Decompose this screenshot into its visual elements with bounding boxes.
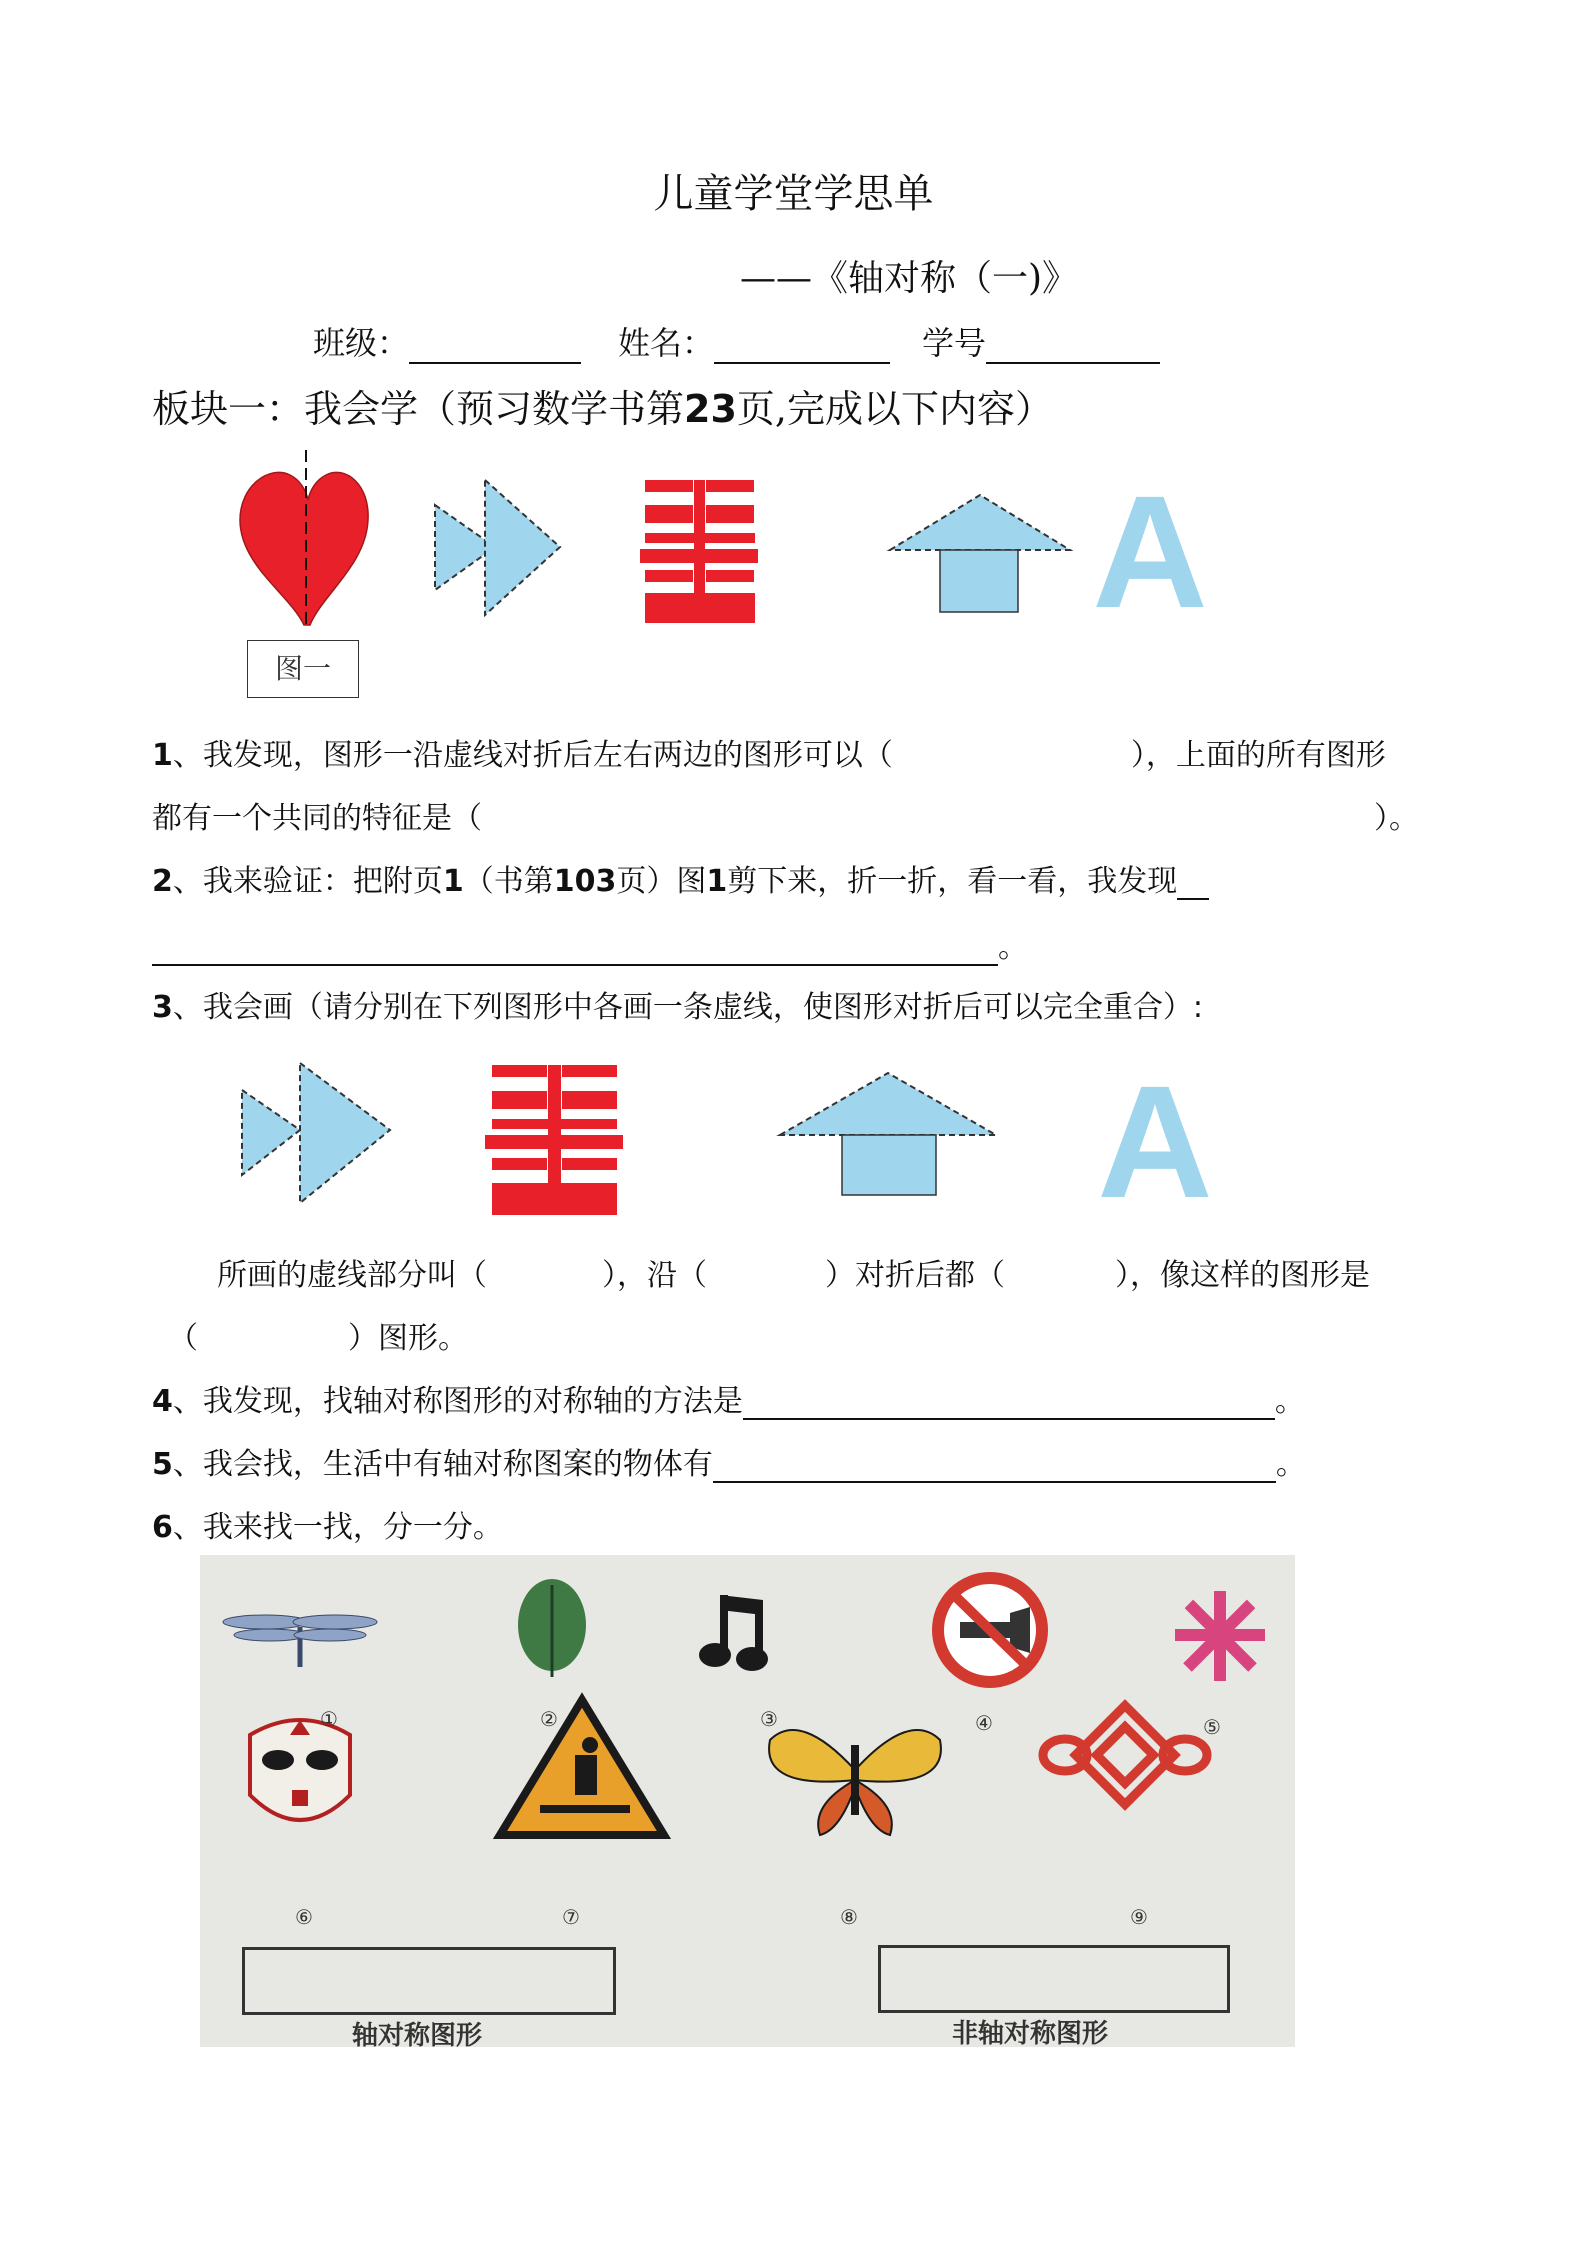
arrow-shape-2 <box>780 1073 996 1195</box>
question-1-line-2: 都有一个共同的特征是（ ）。 <box>152 801 1419 836</box>
question-5: 5、我会找，生活中有轴对称图案的物体有 。 <box>152 1447 1306 1482</box>
item-label-5: ⑤ <box>1203 1715 1221 1739</box>
symmetric-drop-box[interactable] <box>242 1947 616 2015</box>
sorting-photo <box>200 1555 1295 2051</box>
heart-shape <box>240 472 368 625</box>
letter-a-shape: A <box>1092 462 1208 635</box>
double-triangle-shape <box>435 480 560 615</box>
id-field <box>922 318 1160 364</box>
q5-blank[interactable] <box>713 1451 1276 1483</box>
page-subtitle: ——《轴对称（一)》 <box>740 258 1079 299</box>
leaf-icon <box>518 1579 586 1677</box>
question-3-fill-1: 所画的虚线部分叫（ ），沿（ ）对折后都（ ），像这样的图形是 <box>217 1258 1370 1293</box>
double-happiness-shape <box>640 480 758 623</box>
class-label: 班级： <box>313 324 410 362</box>
pattern-flower-icon <box>1175 1591 1265 1681</box>
opera-mask-icon <box>250 1720 350 1820</box>
q2-blank[interactable] <box>152 934 998 966</box>
question-2-line-2: 。 <box>152 922 1028 966</box>
name-label: 姓名： <box>618 324 715 362</box>
question-1-line-1: 1、我发现，图形一沿虚线对折后左右两边的图形可以（ ），上面的所有图形 <box>152 738 1386 773</box>
section-heading <box>152 378 1053 433</box>
letter-a-shape-2: A <box>1097 1055 1213 1225</box>
q2-blank-start[interactable] <box>1177 868 1209 900</box>
name-blank[interactable] <box>714 328 890 364</box>
q4-blank[interactable] <box>743 1388 1275 1420</box>
question-4: 4、我发现，找轴对称图形的对称轴的方法是 。 <box>152 1384 1305 1419</box>
question-6: 6、我来找一找，分一分。 <box>152 1510 503 1545</box>
question-3-fill-2: （ ）图形。 <box>168 1321 468 1356</box>
item-label-6: ⑥ <box>295 1905 313 1929</box>
item-label-4: ④ <box>975 1711 993 1735</box>
music-note-icon <box>699 1595 768 1671</box>
non-symmetric-label: 非轴对称图形 <box>952 2019 1109 2049</box>
item-label-8: ⑧ <box>840 1905 858 1929</box>
arrow-shape <box>890 495 1070 612</box>
butterfly-icon <box>769 1730 941 1835</box>
section-prefix: 板块一：我会学（预习数学书第 <box>152 387 685 431</box>
figure-row-1 <box>230 445 1300 635</box>
non-symmetric-drop-box[interactable] <box>878 1945 1230 2013</box>
item-label-2: ② <box>540 1707 558 1731</box>
dragonfly-icon <box>223 1615 377 1667</box>
pedestrian-warning-icon <box>500 1700 664 1835</box>
name-field <box>618 318 890 364</box>
no-horn-sign-icon <box>938 1578 1042 1682</box>
double-happiness-shape-2 <box>485 1065 623 1215</box>
class-field <box>313 318 581 364</box>
symmetric-label: 轴对称图形 <box>352 2021 483 2051</box>
section-page-number: 23 <box>684 387 737 431</box>
figure-label: 图一 <box>247 640 359 698</box>
question-2: 2、我来验证：把附页1（书第103页）图1剪下来，折一折，看一看，我发现 <box>152 856 1209 900</box>
section-suffix: 页,完成以下内容） <box>736 387 1053 431</box>
item-label-3: ③ <box>760 1707 778 1731</box>
question-3: 3、我会画（请分别在下列图形中各画一条虚线，使图形对折后可以完全重合）: <box>152 990 1203 1025</box>
item-label-9: ⑨ <box>1130 1905 1148 1929</box>
class-blank[interactable] <box>409 328 581 364</box>
chinese-knot-icon <box>1043 1706 1207 1805</box>
item-label-7: ⑦ <box>562 1905 580 1929</box>
id-label: 学号 <box>922 324 987 362</box>
page-title: 儿童学堂学思单 <box>653 171 934 217</box>
item-label-1: ① <box>320 1707 338 1731</box>
figure-row-2 <box>230 1055 1250 1225</box>
double-triangle-shape-2 <box>242 1063 390 1203</box>
id-blank[interactable] <box>986 328 1160 364</box>
